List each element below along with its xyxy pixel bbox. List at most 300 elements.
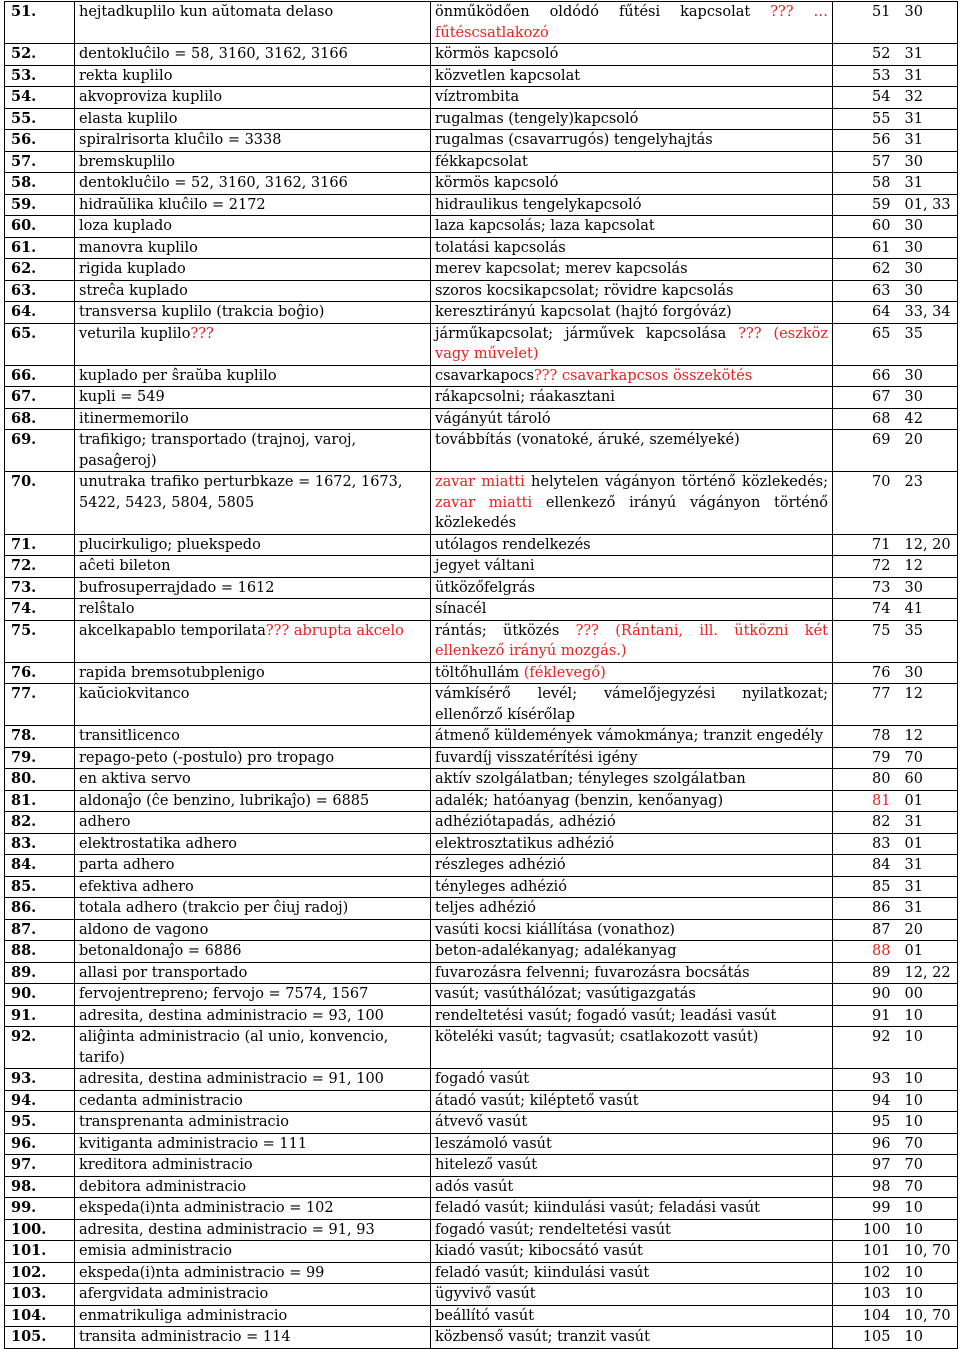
category-code: 60 [899,769,958,791]
esperanto-term [75,1069,431,1091]
reference-number [833,2,899,44]
reference-number [833,833,899,855]
entry-number: 64. [5,302,75,324]
esperanto-term [75,1155,431,1177]
highlighted-text: ??? (eszköz vagy művelet) [435,325,828,362]
entry-number: 73. [5,577,75,599]
text-segment: közbenső vasút; tranzit vasút [435,1329,650,1345]
reference-number [833,790,899,812]
esperanto-term [75,472,431,535]
reference-number [833,430,899,472]
category-code: 01, 33 [899,194,958,216]
reference-number [833,962,899,984]
esperanto-term [75,1284,431,1306]
text-segment: adresita, destina administracio = 91, 93 [79,1221,375,1238]
text-segment: adhero [79,814,131,830]
text-segment: efektiva adhero [79,878,194,895]
hungarian-term [431,65,833,87]
category-code: 35 [899,323,958,365]
entry-number: 87. [5,919,75,941]
table-row [5,855,958,877]
reference-number [833,726,899,748]
reference-number [833,151,899,173]
text-segment: 79 [872,749,891,766]
text-segment: 57 [872,153,891,170]
category-code: 10 [899,1219,958,1241]
text-segment: rántás; ütközés [435,622,576,639]
category-code: 30 [899,2,958,44]
reference-number [833,662,899,684]
entry-number: 53. [5,65,75,87]
reference-number [833,387,899,409]
entry-number: 59. [5,194,75,216]
text-segment: utólagos rendelkezés [435,536,591,553]
hungarian-term [431,790,833,812]
reference-number [833,1112,899,1134]
text-segment: 78 [872,728,891,744]
reference-number [833,769,899,791]
entry-number: 71. [5,534,75,556]
reference-number [833,1305,899,1327]
entry-number: 105. [5,1327,75,1349]
text-segment: adós vasút [435,1178,514,1195]
esperanto-term [75,984,431,1006]
hungarian-term [431,1262,833,1284]
text-segment: 74 [872,601,891,617]
text-segment: rendeltetési vasút; fogadó vasút; leadási vasút [435,1007,777,1024]
text-segment: aldono de vagono [79,921,209,938]
reference-number [833,1219,899,1241]
esperanto-term [75,387,431,409]
reference-number [833,365,899,387]
text-segment: 94 [872,1092,891,1109]
text-segment: trafikigo; transportado (trajnoj, varoj, pasaĝeroj) [79,432,357,469]
hungarian-term [431,280,833,302]
category-code: 31 [899,855,958,877]
table-row [5,1133,958,1155]
esperanto-term [75,941,431,963]
reference-number [833,684,899,726]
table-row [5,173,958,195]
esperanto-term [75,599,431,621]
text-segment: enmatrikuliga administracio [79,1307,288,1324]
hungarian-term [431,387,833,409]
esperanto-term [75,108,431,130]
text-segment: veturila kuplilo [79,325,191,342]
entry-number: 80. [5,769,75,791]
text-segment: afergvidata administracio [79,1286,269,1302]
hungarian-term [431,1005,833,1027]
reference-number [833,747,899,769]
text-segment: 53 [872,67,891,84]
text-segment: 103 [862,1286,891,1302]
hungarian-term [431,577,833,599]
text-segment: fogadó vasút [435,1071,530,1087]
hungarian-term [431,194,833,216]
table-row [5,769,958,791]
esperanto-term [75,173,431,195]
esperanto-term [75,684,431,726]
highlighted-text: ??? abrupta akcelo [265,622,404,639]
entry-number: 99. [5,1198,75,1220]
entry-number: 62. [5,259,75,281]
entry-number: 82. [5,812,75,834]
table-row [5,984,958,1006]
hungarian-term [431,87,833,109]
table-row [5,534,958,556]
category-code: 31 [899,65,958,87]
text-segment: fervojentrepreno; fervojo = 7574, 1567 [79,986,369,1002]
text-segment: fékkapcsolat [435,153,528,170]
entry-number: 84. [5,855,75,877]
esperanto-term [75,1219,431,1241]
text-segment: ellenkező irányú vágányon történő közlekedés [435,494,829,531]
text-segment: beállító vasút [435,1307,535,1324]
category-code: 30 [899,280,958,302]
highlighted-text: ??? csavarkapcsos összekötés [533,367,753,384]
hungarian-term [431,365,833,387]
table-row [5,237,958,259]
entry-number: 54. [5,87,75,109]
entry-number: 65. [5,323,75,365]
hungarian-term [431,1327,833,1349]
text-segment: részleges adhézió [435,857,566,873]
reference-number [833,65,899,87]
table-row [5,1112,958,1134]
table-row [5,194,958,216]
category-code: 20 [899,919,958,941]
hungarian-term [431,1133,833,1155]
entry-number: 93. [5,1069,75,1091]
esperanto-term [75,833,431,855]
esperanto-term [75,726,431,748]
reference-number [833,534,899,556]
reference-number [833,1176,899,1198]
table-row [5,65,958,87]
esperanto-term [75,1198,431,1220]
table-row [5,44,958,66]
text-segment: 84 [872,857,891,873]
category-code: 41 [899,599,958,621]
hungarian-term [431,1176,833,1198]
entry-number: 94. [5,1090,75,1112]
table-row [5,1155,958,1177]
entry-number: 61. [5,237,75,259]
category-code: 70 [899,747,958,769]
text-segment: járműkapcsolat; járművek kapcsolása [435,325,739,342]
text-segment: tényleges adhézió [435,878,567,895]
text-segment: átmenő küldemények vámokmánya; tranzit engedély [435,728,824,744]
entry-number: 63. [5,280,75,302]
hungarian-term [431,1284,833,1306]
table-row [5,302,958,324]
table-row [5,876,958,898]
entry-number: 86. [5,898,75,920]
table-row [5,408,958,430]
category-code: 01 [899,790,958,812]
entry-number: 67. [5,387,75,409]
text-segment: 69 [872,432,891,448]
category-code: 10, 70 [899,1305,958,1327]
hungarian-term [431,173,833,195]
text-segment: adalék; hatóanyag (benzin, kenőanyag) [435,792,724,809]
text-segment: aktív szolgálatban; tényleges szolgálatban [435,771,746,787]
hungarian-term [431,662,833,684]
text-segment: elasta kuplilo [79,110,178,127]
category-code: 12, 20 [899,534,958,556]
text-segment: 93 [872,1071,891,1087]
reference-number [833,1327,899,1349]
reference-number [833,1198,899,1220]
highlighted-text: ??? [190,325,214,342]
entry-number: 57. [5,151,75,173]
hungarian-term [431,919,833,941]
category-code: 10 [899,1090,958,1112]
esperanto-term [75,855,431,877]
entry-number: 78. [5,726,75,748]
text-segment: rugalmas (tengely)kapcsoló [435,110,639,127]
category-code: 33, 34 [899,302,958,324]
reference-number [833,556,899,578]
text-segment: 75 [872,622,891,639]
reference-number [833,984,899,1006]
text-segment: beton-adalékanyag; adalékanyag [435,943,677,959]
table-row [5,108,958,130]
category-code: 30 [899,387,958,409]
category-code: 70 [899,1155,958,1177]
entry-number: 95. [5,1112,75,1134]
text-segment: rekta kuplilo [79,67,173,84]
table-row [5,556,958,578]
hungarian-term [431,130,833,152]
text-segment: fuvarozásra felvenni; fuvarozásra bocsátás [435,964,750,981]
text-segment: 59 [872,196,891,213]
esperanto-term [75,1027,431,1069]
text-segment: 98 [872,1178,891,1195]
esperanto-term [75,919,431,941]
esperanto-term [75,280,431,302]
text-segment: fuvardíj visszatérítési igény [435,749,638,766]
table-row [5,365,958,387]
table-row [5,1327,958,1349]
reference-number [833,1241,899,1263]
text-segment: 80 [872,771,891,787]
table-row [5,577,958,599]
text-segment: transprenanta administracio [79,1114,290,1130]
text-segment: hidraulikus tengelykapcsoló [435,196,642,213]
entry-number: 58. [5,173,75,195]
text-segment: feladó vasút; kiindulási vasút; feladási vasút [435,1200,761,1216]
text-segment: 61 [872,239,891,256]
text-segment: 77 [872,686,891,702]
table-row [5,280,958,302]
hungarian-term [431,44,833,66]
text-segment: feladó vasút; kiindulási vasút [435,1264,650,1281]
entry-number: 76. [5,662,75,684]
reference-number [833,280,899,302]
esperanto-term [75,769,431,791]
table-row [5,216,958,238]
text-segment: csavarkapocs [435,367,534,384]
hungarian-term [431,430,833,472]
category-code: 31 [899,173,958,195]
text-segment: 96 [872,1135,891,1152]
category-code: 10 [899,1198,958,1220]
hungarian-term [431,534,833,556]
table-row [5,941,958,963]
text-segment: közvetlen kapcsolat [435,67,581,84]
text-segment: 68 [872,410,891,427]
category-code: 30 [899,662,958,684]
text-segment: 92 [872,1029,891,1045]
highlighted-text: ??? … fűtéscsatlakozó [435,4,828,41]
hungarian-term [431,1090,833,1112]
text-segment: cedanta administracio [79,1092,243,1109]
reference-number [833,216,899,238]
hungarian-term [431,898,833,920]
entry-number: 88. [5,941,75,963]
entry-number: 97. [5,1155,75,1177]
reference-number [833,408,899,430]
category-code: 20 [899,430,958,472]
text-segment: totala adhero (trakcio per ĉiuj radoj) [79,900,349,916]
table-row [5,962,958,984]
text-segment: 64 [872,304,891,320]
esperanto-term [75,1133,431,1155]
entry-number: 83. [5,833,75,855]
text-segment: 70 [872,474,891,490]
entry-number: 70. [5,472,75,535]
hungarian-term [431,812,833,834]
table-row [5,130,958,152]
highlighted-text: (féklevegő) [523,664,606,681]
table-row [5,833,958,855]
entry-number: 103. [5,1284,75,1306]
reference-number [833,599,899,621]
highlighted-text: ??? (Rántani, ill. ütközni két ellenkező irányú mozgás.) [435,622,828,659]
entry-number: 60. [5,216,75,238]
text-segment: körmös kapcsoló [435,175,559,191]
category-code: 70 [899,1176,958,1198]
text-segment: adresita, destina administracio = 91, 100 [79,1071,384,1087]
text-segment: 72 [872,558,891,574]
text-segment: továbbítás (vonatoké, áruké, személyeké) [435,432,740,448]
text-segment: merev kapcsolat; merev kapcsolás [435,261,688,277]
reference-number [833,1027,899,1069]
reference-number [833,855,899,877]
text-segment: keresztirányú kapcsolat (hajtó forgóváz) [435,304,732,320]
reference-number [833,259,899,281]
text-segment: 86 [872,900,891,916]
text-segment: önműködően oldódó fűtési kapcsolat [435,4,771,20]
esperanto-term [75,194,431,216]
table-row [5,1198,958,1220]
esperanto-term [75,65,431,87]
text-segment: 67 [872,389,891,405]
entry-number: 51. [5,2,75,44]
hungarian-term [431,855,833,877]
category-code: 23 [899,472,958,535]
hungarian-term [431,876,833,898]
table-row [5,684,958,726]
hungarian-term [431,151,833,173]
text-segment: relŝtalo [79,601,135,617]
text-segment: repago-peto (-postulo) pro tropago [79,749,335,766]
text-segment: 101 [862,1243,891,1259]
hungarian-term [431,747,833,769]
text-segment: 91 [872,1007,891,1024]
hungarian-term [431,1219,833,1241]
text-segment: dentokluĉilo = 58, 3160, 3162, 3166 [79,46,348,62]
reference-number [833,577,899,599]
text-segment: vámkísérő levél; vámelőjegyzési nyilatkozat; ellenőrző kísérőlap [435,686,828,723]
category-code: 12, 22 [899,962,958,984]
esperanto-term [75,620,431,662]
text-segment: víztrombita [435,89,520,105]
category-code: 30 [899,577,958,599]
glossary-table [4,1,958,1349]
category-code: 00 [899,984,958,1006]
category-code: 10 [899,1327,958,1349]
esperanto-term [75,747,431,769]
hungarian-term [431,302,833,324]
hungarian-term [431,323,833,365]
category-code: 10 [899,1069,958,1091]
text-segment: transita administracio = 114 [79,1329,291,1345]
text-segment: 97 [872,1157,891,1173]
category-code: 01 [899,941,958,963]
text-segment: kiadó vasút; kibocsátó vasút [435,1243,643,1259]
text-segment: adresita, destina administracio = 93, 100 [79,1007,384,1024]
text-segment: 65 [872,325,891,342]
category-code: 31 [899,876,958,898]
reference-number [833,194,899,216]
text-segment: rigida kuplado [79,261,186,277]
esperanto-term [75,87,431,109]
text-segment: rákapcsolni; ráakasztani [435,389,615,405]
category-code: 01 [899,833,958,855]
table-row [5,662,958,684]
hungarian-term [431,1155,833,1177]
reference-number [833,1262,899,1284]
category-code: 12 [899,684,958,726]
reference-number [833,130,899,152]
text-segment: transitlicenco [79,728,180,744]
table-row [5,1284,958,1306]
reference-number [833,237,899,259]
text-segment: aldonaĵo (ĉe benzino, lubrikaĵo) = 6885 [79,792,370,809]
text-segment: betonaldonaĵo = 6886 [79,943,242,959]
text-segment: töltőhullám [435,664,524,681]
reference-number [833,919,899,941]
text-segment: 95 [872,1114,891,1130]
esperanto-term [75,1241,431,1263]
esperanto-term [75,898,431,920]
entry-number: 101. [5,1241,75,1263]
text-segment: 51 [872,4,891,20]
reference-number [833,1155,899,1177]
category-code: 30 [899,151,958,173]
text-segment: tolatási kapcsolás [435,239,566,256]
reference-number [833,472,899,535]
esperanto-term [75,1005,431,1027]
table-row [5,259,958,281]
text-segment: ekspeda(i)nta administracio = 99 [79,1264,325,1281]
esperanto-term [75,790,431,812]
text-segment: emisia administracio [79,1243,232,1259]
text-segment: kvitiganta administracio = 111 [79,1135,308,1152]
entry-number: 90. [5,984,75,1006]
